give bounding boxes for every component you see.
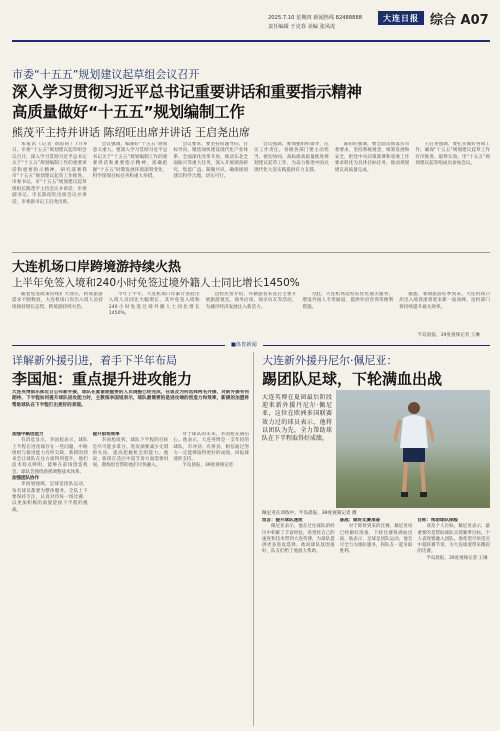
lead-headline-line1: 深入学习贯彻习近平总书记重要讲话和重要指示精神 (12, 83, 362, 101)
airport-column (12, 292, 103, 338)
body-text: 陈绍旺强调，要全面贯彻落实市委要求，坚持系统观念，统筹发展和安全，把党中央决策部署和省委工作要求转化为具体目标任务，推动规划建议高质量完成。 (334, 142, 410, 173)
body-text: 有消息显示，李国旭表示，球队上半程在进攻端存在一些问题，中路组织与推进能力有所欠缺，新援的到来会让球队在这方面得到提升。他们技术特点鲜明，能够在前场创造机会。球队会围绕新援调整战术体系。 (12, 438, 88, 475)
masthead-rule (12, 40, 490, 42)
lead-column (254, 142, 329, 250)
body-text: 为此，大连机场边检站优化通关服务，增设外国人专用通道，提供外语咨询等便利措施。 (302, 292, 394, 310)
body-text: 会议要求，要坚持问题导向、目标导向，聚焦加快建设现代化产业体系、全面深化改革开放、推动东北全面振兴等重大任务，深入开展调查研究，集思广益、凝聚共识，确保规划建议科学合理、切实可行。 (173, 142, 249, 180)
lead-column (93, 142, 168, 250)
body-text: 对于球队的未来，李国旭充满信心。他表示，大连英博是一支年轻的球队，有冲劲、有拼劲，相信通过努力一定能够取得更好的成绩，回报球迷的支持。 (173, 432, 250, 463)
lead-headline-line2: 高质量做好“十五五”规划编制工作 (12, 103, 245, 121)
subhead: 加强团队协作 (12, 476, 39, 482)
body-text: 据悉，暑期旅游旺季到来，大连机场口岸出入境客流将迎来新一波高峰，边检部门将持续提升通关效率。 (399, 292, 490, 310)
body-text: 李国旭谈到，球队下半程的目标是尽可能多拿分。进攻端要减少无谓的失误，提高把握机会的能力。他说，新援在适应中超节奏方面需要时间，教练组会帮助他们尽快融入。 (92, 438, 169, 469)
lead-column (335, 142, 410, 250)
masthead (12, 6, 490, 38)
subhead: 加强中路创造力 (12, 432, 44, 437)
body-text: 随着免签政策持续扩大效应，跨境旅游需求不断释放，大连机场口岸出入境人员持续保持增长态势，跨境游持续火热。 (12, 292, 103, 310)
issue-date: 2025.7.10 星期四 新闻热线 82488888 (268, 15, 363, 21)
photo-caption: 佩尼亚在训练中。半岛晨报、39度视频记者 摄 (262, 511, 357, 516)
lead-column (415, 142, 490, 250)
column-rule (253, 352, 254, 726)
body-text: 谈及个人目标，佩尼亚表示，最重要的是帮助球队实现赛季目标，个人表现要融入团队。他希望尽快适应中超联赛节奏，为大连球迷带来精彩的比赛。 (417, 524, 491, 555)
body-text: 佩尼亚表示，他在过往球队的经历中积累了丰富经验，希望将自己的速度和技术带到大连英博，为球队提供更多进攻选择。他说球队氛围很好，队友们给了他很大帮助。 (262, 524, 335, 555)
right-reporter: 半岛晨报、39度视频记者 王琳 (426, 555, 488, 561)
editor-credits: 责任编辑 于克春 美编 张凤虎 (268, 24, 336, 30)
body-text: 李国旭强调，足球是团队运动，每名球员都要为整体服务。全队上下要保持专注，认真对待每一场比赛，以更加积极的面貌迎接下半程的挑战。 (12, 482, 88, 513)
right-kicker: 大连新外援丹尼尔·佩尼亚： (262, 354, 398, 367)
body-text: 会议强调，要加强组织领导，压实工作责任，各级各部门要主动担当、密切协同，高标准高质量推进规划建议起草工作，为奋力推进中国式现代化大连实践提供有力支撑。 (254, 142, 329, 173)
left-column (12, 432, 88, 726)
airport-headline: 大连机场口岸跨境游持续火热 (12, 260, 182, 275)
right-body (262, 518, 490, 726)
airport-reporter: 半岛晨报、39度视频记者 王琳 (417, 333, 480, 338)
airport-body (12, 292, 490, 338)
airport-subheadline: 上半年免签入境和240小时免签过境外籍人士同比增长1450% (12, 277, 300, 289)
right-column (417, 518, 490, 726)
body-text: 王启尧强调，要扎实做好各项工作，确保“十五五”规划建议起草工作有序推进、取得实效。市“十五五”规划建议起草组成员参加会议。 (415, 142, 491, 167)
lead-column (12, 142, 87, 250)
body-text: 边检民警介绍，外籍旅客来连后主要开展旅游观光、商务洽谈、探亲访友等活动，为城市经济发展注入新活力。 (205, 292, 297, 310)
right-column (340, 518, 413, 726)
airport-column (206, 292, 297, 338)
subhead: 坦言：提升球队速度 (262, 518, 303, 523)
left-kicker: 详解新外援引进，着手下半年布局 (12, 354, 177, 367)
body-text: 今年上半年，大连机场口岸累计查验出入境人员同比大幅增长，其中免签入境和240小时免签过境外籍人士同比增长1450%。 (108, 292, 200, 317)
right-headline: 踢团队足球，下轮满血出战 (262, 370, 443, 388)
left-column (93, 432, 169, 726)
player-photo (336, 390, 490, 508)
lead-byline: 熊茂平主持并讲话 陈绍旺出席并讲话 王启尧出席 (12, 126, 250, 139)
left-column (173, 432, 249, 726)
section-page-label: 综合 A07 (430, 13, 489, 28)
body-text: 对于即将到来的比赛，佩尼亚说已经做好准备，下轮比赛将满血出战。他表示，足球是团队运动，他会尽全力为球队服务，和队友一起争取胜利。 (339, 524, 413, 555)
left-reporter: 半岛晨报、39度视频记者 (182, 463, 234, 469)
right-column (262, 518, 335, 726)
airport-column (109, 292, 200, 338)
subhead: 目标：帮助球队保级 (417, 518, 458, 523)
newspaper-logo: 大连日报 (378, 11, 424, 25)
subhead: 提升前场效率 (92, 432, 120, 437)
sports-section-band (12, 342, 490, 349)
left-lead: 大连英博俱乐部近日公布新外援，球队在夏窗期重要的人员调整已经完成，在谈及为何选择两名外援、对新外援有何期待、下半程如何提升球队进攻能力时，主教练李国旭表示，球队最需要的是进攻端的创造力和效率，新援的加盟将帮助球队在下半程打出更好的表现。 (12, 390, 249, 408)
player-figure-illustration (394, 398, 434, 502)
body-text: 本报讯（记者 刘雨荷）7月9日，市委“十五五”规划建议起草组会议召开，深入学习贯彻习近平总书记关于“十五五”规划编制工作的重要讲话和重要指示精神，研究部署我市“十五五”规划建议起草工作推进。市委书记、市“十五五”规划建议起草组组长熊茂平主持会议并讲话，市委副书记、市长陈绍旺出席会议并讲话，市委副书记王启尧出席。 (12, 142, 87, 205)
sports-section-label: ■体育新闻 (225, 342, 263, 349)
left-body (12, 432, 249, 726)
right-lead: 大连英博在夏窗最后阶段迎来新外援丹尼尔·佩尼亚，这位在欧洲多国联赛效力过的球员表示，他将以团队为先，全力帮助球队在下半程取得好成绩。 (262, 394, 332, 443)
lead-kicker: 市委“十五五”规划建议起草组会议召开 (12, 68, 200, 81)
subhead: 备战：做好比赛准备 (339, 518, 381, 523)
left-headline: 李国旭：重点提升进攻能力 (12, 370, 193, 388)
airport-column (302, 292, 393, 338)
body-text: 会议强调，编制好“十五五”规划意义重大。要深入学习贯彻习近平总书记关于“十五五”规划编制工作的重要讲话和重要指示精神，准确把握“十五五”时期发展环境深刻变化，科学谋划目标任务和重大举措。 (92, 142, 168, 180)
lead-body (12, 142, 490, 250)
lead-column (173, 142, 248, 250)
section-divider (12, 252, 490, 253)
